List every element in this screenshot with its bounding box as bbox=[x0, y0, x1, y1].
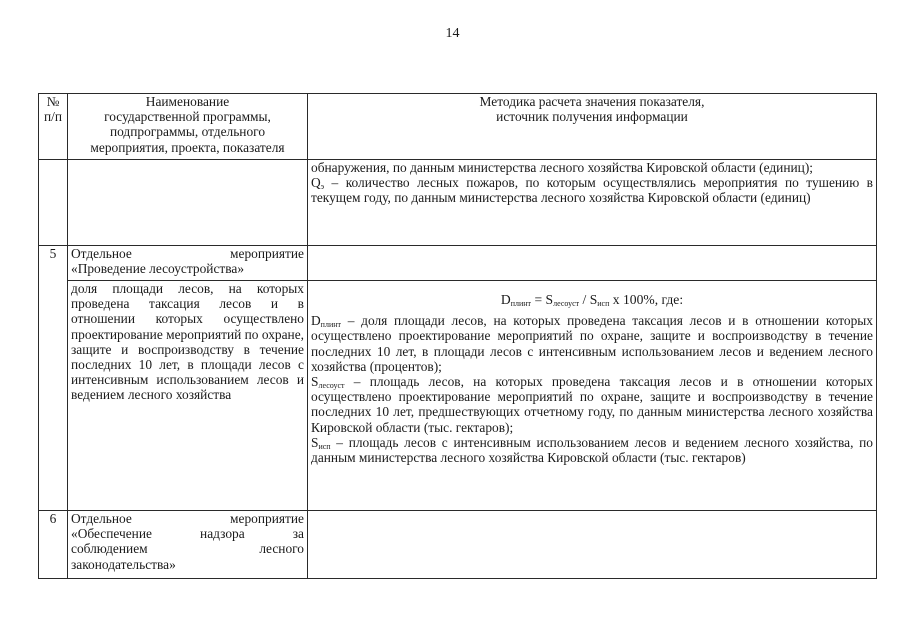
header-name bbox=[68, 94, 308, 160]
header-methodology-line: Методика расчета значения показателя, bbox=[479, 94, 705, 109]
formula-s1-subscript: лесоуст bbox=[553, 299, 580, 308]
definition-d-text: – доля площади лесов, на которых проведена таксация лесов и в отношении которых осуществлено проектирование мероприятий по охране, защите и воспроизводству в течение последних 10 лет, в площади лесов с интенсивным использованием лесов и ведением лесного хозяйства (процентов); bbox=[311, 313, 873, 374]
row6-title-word: мероприятие bbox=[230, 511, 304, 526]
cell-methodology-row5-empty bbox=[308, 246, 877, 281]
definition-s1-text: – площадь лесов, на которых проведена таксация лесов и в отношении которых осуществлено проектирование мероприятий по охране, защите и воспроизводству в течение последних 10 лет, предшествующих отчетному году, по данным министерства лесного хозяйства Кировской области (тыс. гектаров); bbox=[311, 374, 873, 435]
header-name-line: государственной программы, bbox=[104, 109, 271, 125]
definition-q bbox=[311, 175, 873, 205]
formula-tail: x 100%, где: bbox=[609, 292, 684, 307]
formula-d: D bbox=[500, 292, 511, 307]
formula bbox=[311, 281, 873, 313]
row5-title-line2: «Проведение лесоустройства» bbox=[71, 261, 245, 277]
cell-name-row6 bbox=[68, 511, 308, 579]
symbol-s2: S bbox=[311, 434, 319, 450]
row6-title-line4: законодательства» bbox=[71, 556, 176, 572]
indicator-text: доля площади лесов, на которых проведена таксация лесов и в отношении которых осуществлено проектирование мероприятий по охране, защите и воспроизводству в течение последних 10 лет, в площади лесов с интенсивным использованием лесов и ведением лесного хозяйства bbox=[71, 281, 305, 403]
symbol-d: D bbox=[311, 313, 321, 329]
definition-q-text: – количество лесных пожаров, по которым осуществлялись мероприятия по тушению в текущем году, по данным министерства лесного хозяйства Кировской области (единиц) bbox=[311, 175, 873, 206]
row6-title-word: надзора bbox=[200, 526, 245, 542]
row5-title-word: Отдельное bbox=[71, 246, 132, 261]
header-number bbox=[39, 94, 68, 160]
formula-d-subscript: плинт bbox=[510, 299, 532, 308]
definition-d bbox=[311, 313, 873, 374]
row6-title-line2 bbox=[71, 526, 304, 541]
row-number: 6 bbox=[49, 511, 57, 526]
cell-name-empty bbox=[68, 160, 308, 246]
formula-div: / S bbox=[579, 292, 598, 307]
symbol-d-subscript: плинт bbox=[320, 320, 342, 330]
cell-number-empty bbox=[39, 160, 68, 246]
cell-methodology-row6-empty bbox=[308, 511, 877, 579]
table-row-5-indicator bbox=[39, 281, 877, 511]
symbol-s2-subscript: исп bbox=[318, 441, 331, 451]
header-number-label: № п/п bbox=[43, 94, 63, 125]
row6-title-word: соблюдением bbox=[71, 541, 148, 557]
table-row-6-title bbox=[39, 511, 877, 579]
header-methodology bbox=[308, 94, 877, 160]
row6-title-word: лесного bbox=[259, 541, 304, 557]
row6-title-word: за bbox=[292, 526, 304, 542]
definition-s-intensive-use bbox=[311, 435, 873, 465]
symbol-q: Q bbox=[311, 175, 321, 191]
cell-methodology-row5 bbox=[308, 281, 877, 511]
table-row-5-title bbox=[39, 246, 877, 281]
row6-title-line3 bbox=[71, 541, 304, 556]
symbol-s1-subscript: лесоуст bbox=[318, 381, 345, 391]
row5-title-line1 bbox=[71, 246, 304, 261]
formula-s2-subscript: исп bbox=[597, 299, 610, 308]
symbol-s1: S bbox=[311, 374, 319, 390]
cell-number-5 bbox=[39, 246, 68, 511]
row6-title-word: «Обеспечение bbox=[71, 526, 152, 542]
cell-methodology-continuation bbox=[308, 160, 877, 246]
row5-title-word: мероприятие bbox=[230, 246, 304, 261]
table-header-row bbox=[39, 94, 877, 160]
definition-s2-text: – площадь лесов с интенсивным использованием лесов и ведением лесного хозяйства, по данным министерства лесного хозяйства Кировской области (тыс. гектаров) bbox=[311, 434, 873, 466]
continuation-text: обнаружения, по данным министерства лесного хозяйства Кировской области (единиц); bbox=[311, 160, 814, 175]
page-number: 14 bbox=[445, 26, 460, 41]
definition-s-forest-management bbox=[311, 374, 873, 435]
formula-eq: = S bbox=[531, 292, 554, 307]
cell-indicator-row5 bbox=[68, 281, 308, 511]
row-number: 5 bbox=[49, 246, 57, 261]
symbol-q-subscript: э bbox=[320, 182, 325, 192]
header-name-line: мероприятия, проекта, показателя bbox=[90, 139, 285, 155]
header-methodology-line: источник получения информации bbox=[496, 109, 688, 125]
cell-number-6 bbox=[39, 511, 68, 579]
header-name-line: подпрограммы, отдельного bbox=[109, 124, 266, 140]
cell-name-row5 bbox=[68, 246, 308, 281]
row6-title-line1 bbox=[71, 511, 304, 526]
header-name-line: Наименование bbox=[145, 94, 230, 109]
table-row-continuation bbox=[39, 160, 877, 246]
indicator-methodology-table bbox=[38, 93, 877, 579]
row6-title-word: Отдельное bbox=[71, 511, 132, 526]
